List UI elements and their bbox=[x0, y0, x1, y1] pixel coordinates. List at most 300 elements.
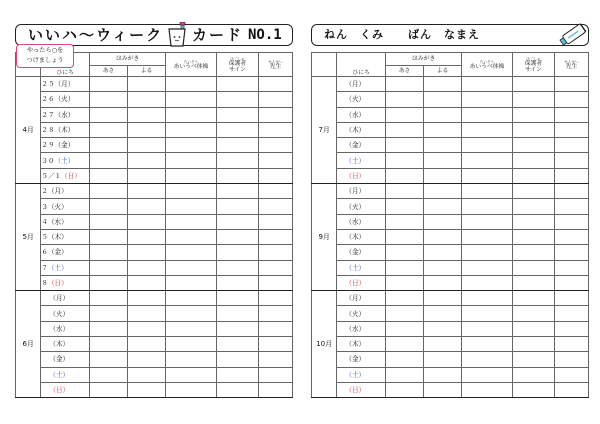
check-exercise[interactable] bbox=[462, 291, 513, 306]
check-morning[interactable] bbox=[385, 245, 423, 260]
check-exercise[interactable] bbox=[166, 291, 217, 306]
check-guardian-sign[interactable] bbox=[216, 153, 258, 168]
check-night[interactable] bbox=[128, 153, 166, 168]
check-teacher[interactable] bbox=[555, 275, 589, 290]
check-exercise[interactable] bbox=[166, 122, 217, 137]
check-night[interactable] bbox=[128, 352, 166, 367]
date-cell bbox=[41, 275, 90, 290]
check-exercise[interactable] bbox=[462, 92, 513, 107]
check-teacher[interactable] bbox=[555, 214, 589, 229]
check-exercise[interactable] bbox=[166, 352, 217, 367]
check-morning[interactable] bbox=[385, 168, 423, 183]
check-night[interactable] bbox=[128, 382, 166, 397]
check-exercise[interactable] bbox=[166, 367, 217, 382]
date-cell bbox=[41, 92, 90, 107]
check-teacher[interactable] bbox=[555, 382, 589, 397]
check-night[interactable] bbox=[128, 184, 166, 199]
check-teacher[interactable] bbox=[555, 260, 589, 275]
check-night[interactable] bbox=[128, 321, 166, 336]
table-row bbox=[312, 168, 589, 183]
check-exercise[interactable] bbox=[166, 138, 217, 153]
table-row bbox=[312, 321, 589, 336]
check-guardian-sign[interactable] bbox=[512, 92, 554, 107]
check-guardian-sign[interactable] bbox=[216, 260, 258, 275]
check-teacher[interactable] bbox=[555, 352, 589, 367]
check-morning[interactable] bbox=[385, 122, 423, 137]
date-cell bbox=[337, 382, 386, 397]
weekday-label: （水） bbox=[345, 324, 366, 333]
check-exercise[interactable] bbox=[462, 260, 513, 275]
check-guardian-sign[interactable] bbox=[512, 260, 554, 275]
table-row bbox=[312, 245, 589, 260]
check-morning[interactable] bbox=[385, 367, 423, 382]
check-exercise[interactable] bbox=[462, 168, 513, 183]
date-number: ６ bbox=[41, 248, 48, 257]
check-guardian-sign[interactable] bbox=[216, 367, 258, 382]
check-morning[interactable] bbox=[385, 138, 423, 153]
card-title: いいハ〜ウィーク bbox=[28, 26, 164, 44]
header-date: ひにち bbox=[337, 53, 386, 77]
check-exercise[interactable] bbox=[166, 184, 217, 199]
check-teacher[interactable] bbox=[555, 168, 589, 183]
check-night[interactable] bbox=[128, 107, 166, 122]
check-exercise[interactable] bbox=[462, 122, 513, 137]
check-teacher[interactable] bbox=[555, 138, 589, 153]
check-exercise[interactable] bbox=[462, 245, 513, 260]
check-exercise[interactable] bbox=[462, 77, 513, 92]
check-morning[interactable] bbox=[385, 107, 423, 122]
check-teacher[interactable] bbox=[259, 291, 293, 306]
check-night[interactable] bbox=[128, 306, 166, 321]
check-exercise[interactable] bbox=[462, 107, 513, 122]
check-exercise[interactable] bbox=[166, 77, 217, 92]
check-exercise[interactable] bbox=[462, 229, 513, 244]
table-row bbox=[16, 122, 293, 137]
table-row bbox=[312, 77, 589, 92]
weekday-label: （金） bbox=[345, 248, 366, 257]
check-exercise[interactable] bbox=[462, 367, 513, 382]
check-guardian-sign[interactable] bbox=[512, 352, 554, 367]
date-number: ２６ bbox=[41, 95, 55, 104]
check-morning[interactable] bbox=[385, 77, 423, 92]
check-guardian-sign[interactable] bbox=[216, 337, 258, 352]
check-exercise[interactable] bbox=[462, 382, 513, 397]
weekday-label: （日） bbox=[61, 171, 81, 180]
check-teacher[interactable] bbox=[259, 245, 293, 260]
table-row bbox=[312, 184, 589, 199]
check-teacher[interactable] bbox=[555, 122, 589, 137]
header-exercise: たいそう あいうべ体操 bbox=[462, 53, 513, 77]
check-exercise[interactable] bbox=[166, 199, 217, 214]
date-cell bbox=[41, 77, 90, 92]
check-exercise[interactable] bbox=[462, 153, 513, 168]
check-exercise[interactable] bbox=[166, 229, 217, 244]
check-teacher[interactable] bbox=[555, 306, 589, 321]
check-morning[interactable] bbox=[385, 260, 423, 275]
check-night[interactable] bbox=[424, 245, 462, 260]
check-morning[interactable] bbox=[89, 306, 127, 321]
check-teacher[interactable] bbox=[555, 184, 589, 199]
check-morning[interactable] bbox=[89, 153, 127, 168]
check-guardian-sign[interactable] bbox=[512, 122, 554, 137]
check-night[interactable] bbox=[424, 77, 462, 92]
check-guardian-sign[interactable] bbox=[216, 321, 258, 336]
check-night[interactable] bbox=[128, 367, 166, 382]
check-guardian-sign[interactable] bbox=[512, 199, 554, 214]
date-number: ２７ bbox=[41, 110, 55, 119]
date-cell bbox=[41, 122, 90, 137]
month-label: 10月 bbox=[312, 291, 337, 398]
check-night[interactable] bbox=[424, 229, 462, 244]
check-night[interactable] bbox=[128, 260, 166, 275]
check-night[interactable] bbox=[128, 122, 166, 137]
check-morning[interactable] bbox=[385, 382, 423, 397]
check-exercise[interactable] bbox=[462, 138, 513, 153]
check-exercise[interactable] bbox=[462, 337, 513, 352]
check-teacher[interactable] bbox=[555, 321, 589, 336]
check-morning[interactable] bbox=[89, 260, 127, 275]
check-guardian-sign[interactable] bbox=[216, 275, 258, 290]
date-cell bbox=[41, 153, 90, 168]
check-night[interactable] bbox=[424, 138, 462, 153]
check-teacher[interactable] bbox=[259, 214, 293, 229]
date-cell bbox=[337, 77, 386, 92]
check-teacher[interactable] bbox=[259, 138, 293, 153]
check-morning[interactable] bbox=[89, 184, 127, 199]
check-guardian-sign[interactable] bbox=[216, 184, 258, 199]
check-guardian-sign[interactable] bbox=[512, 367, 554, 382]
check-exercise[interactable] bbox=[462, 275, 513, 290]
check-exercise[interactable] bbox=[166, 107, 217, 122]
table-row bbox=[16, 352, 293, 367]
weekday-label: （土） bbox=[54, 156, 75, 165]
check-teacher[interactable] bbox=[555, 199, 589, 214]
check-morning[interactable] bbox=[385, 275, 423, 290]
check-guardian-sign[interactable] bbox=[216, 168, 258, 183]
check-morning[interactable] bbox=[89, 77, 127, 92]
check-exercise[interactable] bbox=[166, 260, 217, 275]
note-line-1: やったら○を bbox=[26, 47, 64, 54]
check-night[interactable] bbox=[424, 306, 462, 321]
check-morning[interactable] bbox=[385, 321, 423, 336]
check-morning[interactable] bbox=[89, 122, 127, 137]
weekday-label: （土） bbox=[345, 263, 366, 272]
date-cell bbox=[337, 352, 386, 367]
check-night[interactable] bbox=[424, 107, 462, 122]
date-number: ８ bbox=[41, 279, 48, 287]
weekday-label: （月） bbox=[47, 187, 68, 196]
date-cell bbox=[337, 168, 386, 183]
card-title-card: カード bbox=[192, 26, 244, 44]
check-morning[interactable] bbox=[385, 184, 423, 199]
check-guardian-sign[interactable] bbox=[216, 291, 258, 306]
date-cell bbox=[337, 153, 386, 168]
toothbrush-cup-icon bbox=[164, 22, 190, 48]
date-cell bbox=[337, 291, 386, 306]
check-teacher[interactable] bbox=[555, 337, 589, 352]
check-night[interactable] bbox=[424, 291, 462, 306]
date-cell bbox=[41, 260, 90, 275]
check-guardian-sign[interactable] bbox=[216, 229, 258, 244]
check-teacher[interactable] bbox=[259, 107, 293, 122]
check-guardian-sign[interactable] bbox=[512, 168, 554, 183]
check-exercise[interactable] bbox=[462, 184, 513, 199]
date-number: ５／１ bbox=[41, 171, 62, 180]
date-cell bbox=[41, 184, 90, 199]
date-cell bbox=[41, 107, 90, 122]
weekday-label: （月） bbox=[345, 187, 366, 196]
card-number: NO.1 bbox=[248, 27, 282, 43]
check-teacher[interactable] bbox=[259, 229, 293, 244]
check-morning[interactable] bbox=[89, 107, 127, 122]
check-night[interactable] bbox=[424, 153, 462, 168]
check-guardian-sign[interactable] bbox=[512, 337, 554, 352]
check-guardian-sign[interactable] bbox=[216, 122, 258, 137]
check-teacher[interactable] bbox=[259, 77, 293, 92]
toothpaste-tube-icon bbox=[557, 19, 591, 49]
check-night[interactable] bbox=[424, 92, 462, 107]
weekday-label: （火） bbox=[49, 309, 70, 318]
check-morning[interactable] bbox=[89, 275, 127, 290]
check-teacher[interactable] bbox=[259, 168, 293, 183]
check-teacher[interactable] bbox=[555, 245, 589, 260]
check-night[interactable] bbox=[128, 229, 166, 244]
right-table-body bbox=[312, 77, 589, 398]
header-morning: あさ bbox=[89, 66, 127, 77]
header-teacher: せんせい 先生 bbox=[555, 53, 589, 77]
date-cell bbox=[41, 245, 90, 260]
check-teacher[interactable] bbox=[555, 367, 589, 382]
right-record-table bbox=[311, 52, 589, 398]
check-morning[interactable] bbox=[385, 199, 423, 214]
check-night[interactable] bbox=[424, 260, 462, 275]
table-row bbox=[312, 367, 589, 382]
instruction-note bbox=[16, 44, 74, 68]
check-night[interactable] bbox=[128, 291, 166, 306]
check-night[interactable] bbox=[128, 214, 166, 229]
check-night[interactable] bbox=[128, 77, 166, 92]
check-morning[interactable] bbox=[89, 168, 127, 183]
date-cell bbox=[41, 367, 90, 382]
check-morning[interactable] bbox=[385, 229, 423, 244]
check-exercise[interactable] bbox=[166, 92, 217, 107]
weekday-label: （日） bbox=[47, 279, 68, 287]
check-teacher[interactable] bbox=[259, 92, 293, 107]
check-guardian-sign[interactable] bbox=[512, 321, 554, 336]
check-morning[interactable] bbox=[385, 352, 423, 367]
check-night[interactable] bbox=[128, 245, 166, 260]
check-morning[interactable] bbox=[89, 245, 127, 260]
check-night[interactable] bbox=[424, 168, 462, 183]
check-morning[interactable] bbox=[385, 337, 423, 352]
check-morning[interactable] bbox=[89, 92, 127, 107]
weekday-label: （水） bbox=[54, 110, 75, 119]
check-morning[interactable] bbox=[89, 214, 127, 229]
check-guardian-sign[interactable] bbox=[512, 306, 554, 321]
check-night[interactable] bbox=[424, 122, 462, 137]
check-morning[interactable] bbox=[385, 306, 423, 321]
date-cell bbox=[337, 306, 386, 321]
check-morning[interactable] bbox=[89, 367, 127, 382]
check-morning[interactable] bbox=[89, 229, 127, 244]
check-guardian-sign[interactable] bbox=[512, 184, 554, 199]
weekday-label: （日） bbox=[345, 386, 366, 395]
check-night[interactable] bbox=[128, 337, 166, 352]
check-exercise[interactable] bbox=[166, 382, 217, 397]
weekday-label: （木） bbox=[49, 340, 70, 349]
table-row bbox=[16, 382, 293, 397]
table-row bbox=[312, 107, 589, 122]
check-guardian-sign[interactable] bbox=[512, 77, 554, 92]
check-morning[interactable] bbox=[385, 92, 423, 107]
check-teacher[interactable] bbox=[555, 229, 589, 244]
check-guardian-sign[interactable] bbox=[216, 306, 258, 321]
check-night[interactable] bbox=[424, 352, 462, 367]
check-exercise[interactable] bbox=[166, 214, 217, 229]
check-night[interactable] bbox=[424, 214, 462, 229]
check-guardian-sign[interactable] bbox=[512, 291, 554, 306]
check-teacher[interactable] bbox=[555, 153, 589, 168]
check-night[interactable] bbox=[424, 321, 462, 336]
check-morning[interactable] bbox=[89, 138, 127, 153]
check-exercise[interactable] bbox=[462, 306, 513, 321]
check-guardian-sign[interactable] bbox=[512, 245, 554, 260]
check-guardian-sign[interactable] bbox=[216, 382, 258, 397]
table-row bbox=[16, 245, 293, 260]
check-night[interactable] bbox=[128, 199, 166, 214]
header-morning: あさ bbox=[385, 66, 423, 77]
weekday-label: （土） bbox=[49, 370, 70, 379]
table-row bbox=[16, 214, 293, 229]
check-teacher[interactable] bbox=[259, 337, 293, 352]
date-cell bbox=[41, 168, 90, 183]
check-guardian-sign[interactable] bbox=[512, 138, 554, 153]
date-number: ２８ bbox=[41, 126, 55, 135]
check-morning[interactable] bbox=[385, 153, 423, 168]
check-exercise[interactable] bbox=[166, 306, 217, 321]
check-night[interactable] bbox=[424, 199, 462, 214]
weekday-label: （月） bbox=[345, 294, 366, 303]
check-guardian-sign[interactable] bbox=[512, 153, 554, 168]
date-number: ４ bbox=[41, 217, 48, 226]
check-guardian-sign[interactable] bbox=[216, 107, 258, 122]
title-bar bbox=[15, 24, 293, 46]
check-guardian-sign[interactable] bbox=[216, 214, 258, 229]
check-exercise[interactable] bbox=[462, 214, 513, 229]
check-exercise[interactable] bbox=[462, 352, 513, 367]
check-exercise[interactable] bbox=[166, 321, 217, 336]
header-guardian-sign: ほごしゃ 保護者 サイン bbox=[216, 53, 258, 77]
check-exercise[interactable] bbox=[462, 321, 513, 336]
check-teacher[interactable] bbox=[259, 122, 293, 137]
check-night[interactable] bbox=[424, 382, 462, 397]
check-guardian-sign[interactable] bbox=[216, 352, 258, 367]
check-guardian-sign[interactable] bbox=[216, 138, 258, 153]
check-teacher[interactable] bbox=[259, 306, 293, 321]
table-row bbox=[312, 122, 589, 137]
check-exercise[interactable] bbox=[166, 153, 217, 168]
check-night[interactable] bbox=[128, 168, 166, 183]
check-teacher[interactable] bbox=[259, 153, 293, 168]
date-cell bbox=[337, 245, 386, 260]
check-guardian-sign[interactable] bbox=[216, 92, 258, 107]
check-exercise[interactable] bbox=[166, 275, 217, 290]
check-guardian-sign[interactable] bbox=[512, 214, 554, 229]
check-exercise[interactable] bbox=[166, 245, 217, 260]
check-teacher[interactable] bbox=[259, 382, 293, 397]
check-guardian-sign[interactable] bbox=[216, 199, 258, 214]
left-record-table bbox=[15, 52, 293, 398]
table-row bbox=[16, 138, 293, 153]
date-cell bbox=[41, 291, 90, 306]
check-night[interactable] bbox=[424, 367, 462, 382]
check-guardian-sign[interactable] bbox=[216, 245, 258, 260]
check-morning[interactable] bbox=[89, 321, 127, 336]
table-row bbox=[312, 153, 589, 168]
check-teacher[interactable] bbox=[259, 321, 293, 336]
check-night[interactable] bbox=[424, 275, 462, 290]
check-guardian-sign[interactable] bbox=[512, 382, 554, 397]
check-morning[interactable] bbox=[89, 337, 127, 352]
check-teacher[interactable] bbox=[555, 291, 589, 306]
check-teacher[interactable] bbox=[555, 92, 589, 107]
check-exercise[interactable] bbox=[166, 337, 217, 352]
check-teacher[interactable] bbox=[259, 260, 293, 275]
check-night[interactable] bbox=[424, 337, 462, 352]
weekday-label: （火） bbox=[47, 202, 68, 211]
check-morning[interactable] bbox=[89, 199, 127, 214]
date-number: ２ bbox=[41, 187, 48, 196]
header-date: ひにち bbox=[41, 53, 90, 77]
weekday-label: （金） bbox=[49, 355, 70, 364]
check-teacher[interactable] bbox=[555, 77, 589, 92]
check-morning[interactable] bbox=[89, 352, 127, 367]
table-row bbox=[16, 229, 293, 244]
check-teacher[interactable] bbox=[259, 184, 293, 199]
check-teacher[interactable] bbox=[259, 367, 293, 382]
check-morning[interactable] bbox=[385, 291, 423, 306]
date-cell bbox=[41, 199, 90, 214]
weekday-label: （土） bbox=[47, 263, 68, 272]
check-night[interactable] bbox=[128, 275, 166, 290]
check-teacher[interactable] bbox=[259, 275, 293, 290]
table-row bbox=[16, 321, 293, 336]
check-morning[interactable] bbox=[89, 291, 127, 306]
check-teacher[interactable] bbox=[259, 352, 293, 367]
check-night[interactable] bbox=[128, 138, 166, 153]
weekday-label: （火） bbox=[345, 95, 366, 104]
table-row bbox=[312, 291, 589, 306]
check-exercise[interactable] bbox=[166, 168, 217, 183]
check-morning[interactable] bbox=[89, 382, 127, 397]
check-night[interactable] bbox=[128, 92, 166, 107]
table-row bbox=[312, 260, 589, 275]
date-cell bbox=[41, 229, 90, 244]
date-cell bbox=[41, 352, 90, 367]
weekday-label: （木） bbox=[54, 126, 75, 135]
check-guardian-sign[interactable] bbox=[512, 107, 554, 122]
check-guardian-sign[interactable] bbox=[216, 77, 258, 92]
check-exercise[interactable] bbox=[462, 199, 513, 214]
check-guardian-sign[interactable] bbox=[512, 275, 554, 290]
check-teacher[interactable] bbox=[259, 199, 293, 214]
name-bar bbox=[311, 24, 589, 46]
check-morning[interactable] bbox=[385, 214, 423, 229]
date-cell bbox=[337, 199, 386, 214]
check-teacher[interactable] bbox=[555, 107, 589, 122]
check-night[interactable] bbox=[424, 184, 462, 199]
check-guardian-sign[interactable] bbox=[512, 229, 554, 244]
